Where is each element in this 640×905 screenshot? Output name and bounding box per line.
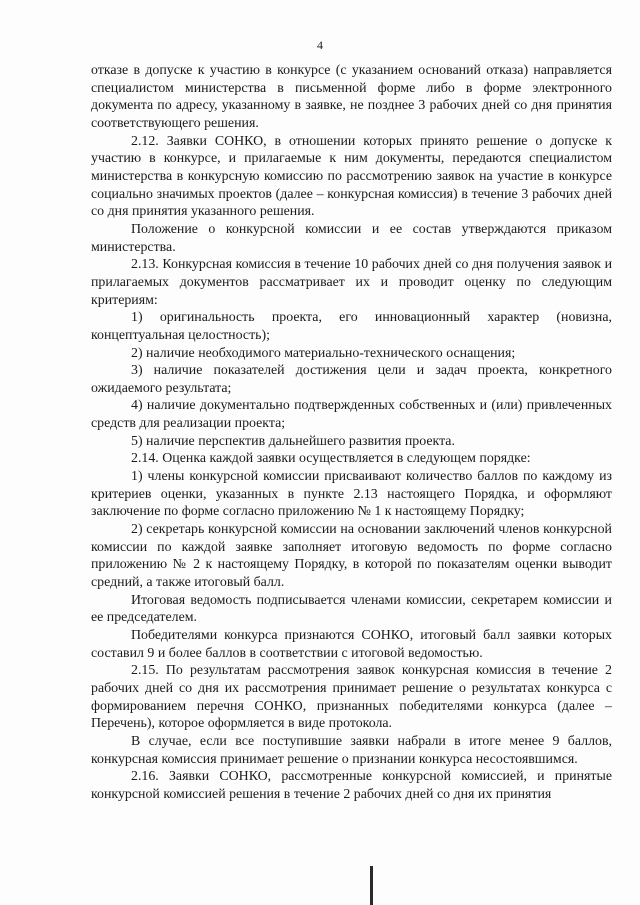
paragraph-winners: Победителями конкурса признаются СОНКО, итоговый балл заявки которых составил 9 и более баллов в соответствии с итоговой ведомостью. [91,628,612,661]
paragraph-2-15: 2.15. По результатам рассмотрения заявок конкурсная комиссия в течение 2 рабочих дней со дня их рассмотрения принимает решение о результатах конкурса с формированием перечня СОНКО, признанных победителями конкурса (далее – Перечень), которое оформляется в виде протокола. [91,663,612,732]
paragraph-failed-contest: В случае, если все поступившие заявки набрали в итоге менее 9 баллов, конкурсная комиссия принимает решение о признании конкурса несостоявшимся. [91,733,612,767]
procedure-step-2: 2) секретарь конкурсной комиссии на основании заключений членов конкурсной комиссии по каждой заявке заполняет итоговую ведомость по форме согласно приложению № 2 к настоящему Порядку, в которой по показателям оценки выводит средний, а также итоговый балл. [91,522,612,591]
procedure-step-1: 1) члены конкурсной комиссии присваивают количество баллов по каждому из критериев оценки, указанных в пункте 2.13 настоящего Порядка, и оформляют заключение по форме согласно приложению № 1 к настоящему Порядку; [91,469,612,520]
document-body [91,62,612,804]
criterion-2: 2) наличие необходимого материально-технического оснащения; [131,345,516,361]
criterion-5: 5) наличие перспектив дальнейшего развития проекта. [131,433,455,449]
criterion-3: 3) наличие показателей достижения цели и задач проекта, конкретного ожидаемого результата; [91,363,612,396]
page-number: 4 [317,38,323,52]
paragraph-2-16: 2.16. Заявки СОНКО, рассмотренные конкурсной комиссией, и принятые конкурсной комиссией решения в течение 2 рабочих дней со дня их принятия [91,769,612,802]
criterion-1: 1) оригинальность проекта, его инновационный характер (новизна, концептуальная целостность); [91,310,612,343]
paragraph-2-12: 2.12. Заявки СОНКО, в отношении которых принято решение о допуске к участию в конкурсе, и прилагаемые к ним документы, передаются специалистом министерства в конкурсную комиссию по рассмотрению заявок на участие в конкурсе социально значимых проектов (далее – конкурсная комиссия) в течение 3 рабочих дней со дня принятия указанного решения. [91,133,612,220]
paragraph-commission-regulation: Положение о конкурсной комиссии и ее состав утверждаются приказом министерства. [91,221,612,255]
paragraph-refusal-notice: отказе в допуске к участию в конкурсе (с указанием оснований отказа) направляется специалистом министерства в письменной форме либо в форме электронного документа по адресу, указанному в заявке, не позднее 3 рабочих дней со дня принятия соответствующего решения. [91,63,612,131]
scan-binding-mark [370,866,373,905]
paragraph-2-13: 2.13. Конкурсная комиссия в течение 10 рабочих дней со дня получения заявок и прилагаемых документов рассматривает их и проводит оценку по следующим критериям: [91,257,612,308]
paragraph-2-14: 2.14. Оценка каждой заявки осуществляется в следующем порядке: [131,451,531,467]
paragraph-final-statement: Итоговая ведомость подписывается членами комиссии, секретарем комиссии и ее председателем. [91,592,612,626]
criterion-4: 4) наличие документально подтвержденных собственных и (или) привлеченных средств для реализации проекта; [91,398,612,432]
